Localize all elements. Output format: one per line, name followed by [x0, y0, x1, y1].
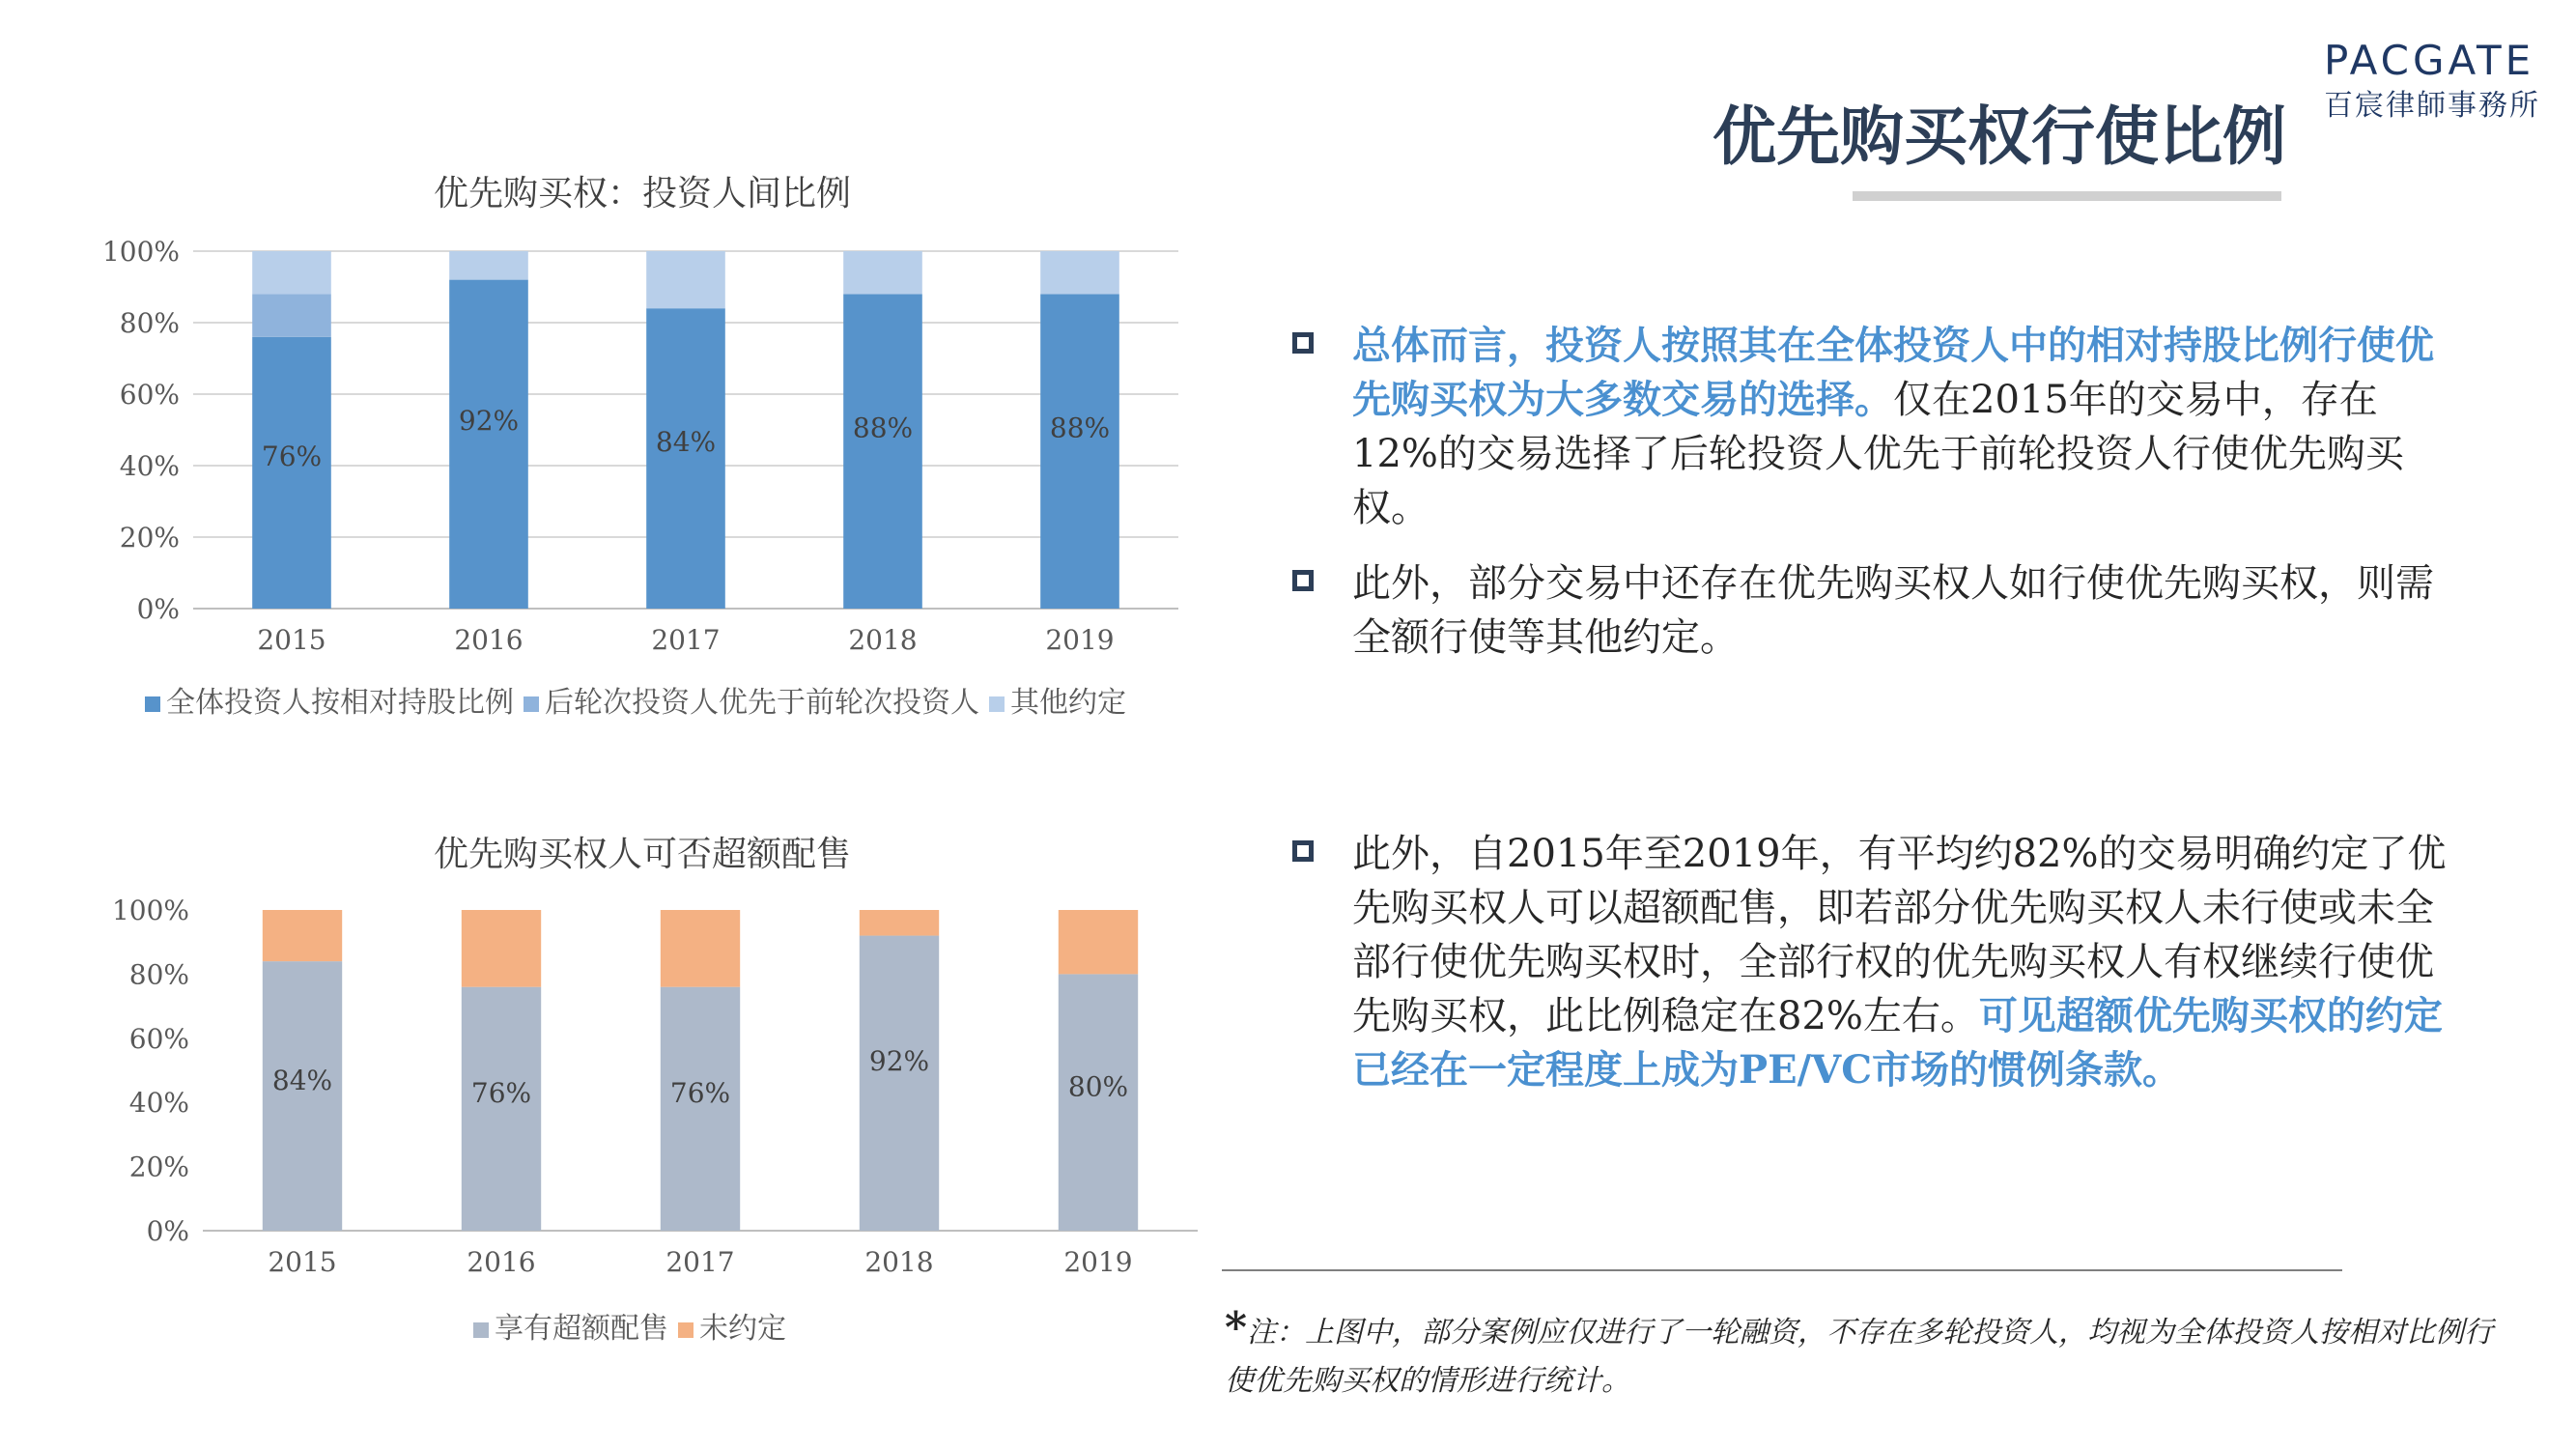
bar-segment	[1040, 294, 1119, 609]
page-title: 优先购买权行使比例	[1713, 99, 2286, 174]
y-tick-label: 100%	[111, 895, 189, 926]
bar-segment	[843, 251, 922, 294]
bar-segment	[252, 251, 331, 294]
x-tick-label: 2018	[864, 1246, 934, 1278]
y-tick-label: 60%	[128, 1022, 189, 1055]
bullet-1	[1292, 319, 2451, 535]
bar-segment	[1059, 910, 1138, 974]
bullet-3-text: 此外，自2015年至2019年，有平均约82%的交易明确约定了优先购买权人可以超额配售，即若部分优先购买权人未行使或未全部行使优先购买权时，全部行权的优先购买权人有权继续行使优先购买权，此比例稳定在82%左右。	[1352, 832, 2447, 1038]
legend-swatch	[678, 1322, 694, 1338]
footnote-text: 注：上图中，部分案例应仅进行了一轮融资，不存在多轮投资人，均视为全体投资人按相对比例行使优先购买权的情形进行统计。	[1225, 1316, 2494, 1398]
data-label: 88%	[1049, 412, 1111, 444]
legend-label: 其他约定	[1010, 686, 1126, 720]
chart1-title: 优先购买权：投资人间比例	[433, 174, 851, 213]
checkbox-square-icon	[1292, 570, 1314, 591]
y-tick-label: 40%	[119, 450, 180, 482]
x-tick-label: 2018	[848, 624, 918, 656]
footer-note	[1225, 1304, 2500, 1406]
y-tick-label: 80%	[119, 307, 180, 339]
legend-swatch	[145, 696, 160, 712]
data-label: 92%	[868, 1045, 930, 1077]
bar-segment	[462, 910, 541, 987]
y-tick-label: 40%	[128, 1087, 189, 1120]
bullet-3	[1292, 827, 2451, 1097]
bar-segment	[449, 251, 528, 280]
logo-subtitle: 百宸律師事務所	[2324, 89, 2540, 123]
x-tick-label: 2019	[1045, 624, 1115, 656]
checkbox-square-icon	[1292, 840, 1314, 862]
bar-segment	[263, 910, 342, 961]
legend-item	[989, 686, 1126, 720]
legend-item	[524, 686, 979, 720]
bar-segment	[661, 910, 740, 987]
x-tick-label: 2016	[454, 624, 524, 656]
bar-segment	[860, 910, 939, 936]
bullet-1-text: 仅在2015年的交易中，存在12%的交易选择了后轮投资人优先于前轮投资人行使优先购买权。	[1352, 378, 2404, 530]
footer-divider	[1222, 1269, 2342, 1271]
bar-segment	[252, 294, 331, 336]
bullet-3-highlight: 可见超额优先购买权的约定已经在一定程度上成为PE/VC市场的惯例条款。	[1352, 993, 2443, 1093]
bar-segment	[843, 294, 922, 609]
legend-swatch	[989, 696, 1005, 712]
x-tick-label: 2017	[665, 1246, 735, 1278]
title-underline	[1853, 191, 2281, 201]
bar-segment	[449, 280, 528, 609]
legend-item	[145, 686, 514, 720]
footnote-star: *	[1225, 1303, 1248, 1352]
legend-label: 全体投资人按相对持股比例	[166, 686, 514, 720]
x-tick-label: 2015	[268, 1246, 337, 1278]
y-tick-label: 60%	[119, 379, 180, 411]
y-tick-label: 20%	[128, 1151, 189, 1183]
data-label: 76%	[261, 440, 323, 472]
chart1-plot	[58, 222, 1198, 667]
chart1-legend	[145, 678, 1136, 721]
y-tick-label: 0%	[136, 593, 180, 625]
bar-segment	[646, 251, 725, 308]
bullet-2	[1292, 556, 2451, 665]
legend-label: 未约定	[699, 1312, 786, 1346]
data-label: 92%	[458, 405, 520, 437]
data-label: 88%	[852, 412, 914, 444]
legend-item	[473, 1312, 668, 1346]
bar-segment	[1040, 251, 1119, 294]
logo-text: PACGATE	[2324, 37, 2535, 84]
data-label: 80%	[1067, 1070, 1129, 1103]
checkbox-square-icon	[1292, 332, 1314, 354]
x-tick-label: 2015	[257, 624, 326, 656]
legend-item	[678, 1312, 786, 1346]
data-label: 76%	[669, 1077, 731, 1110]
chart2-legend	[473, 1304, 796, 1347]
y-tick-label: 100%	[101, 236, 180, 268]
legend-swatch	[473, 1322, 489, 1338]
bullet-1-highlight: 总体而言，投资人按照其在全体投资人中的相对持股比例行使优先购买权为大多数交易的选择。	[1352, 323, 2434, 422]
x-tick-label: 2017	[651, 624, 721, 656]
legend-swatch	[524, 696, 539, 712]
data-label: 84%	[655, 426, 717, 459]
bar-segment	[860, 936, 939, 1231]
data-label: 84%	[271, 1064, 333, 1096]
data-label: 76%	[470, 1077, 532, 1110]
x-tick-label: 2019	[1063, 1246, 1133, 1278]
bar-segment	[646, 308, 725, 609]
chart2-plot	[58, 889, 1198, 1294]
y-tick-label: 80%	[128, 958, 189, 991]
chart2-title: 优先购买权人可否超额配售	[433, 835, 851, 874]
legend-label: 享有超额配售	[495, 1312, 668, 1346]
legend-label: 后轮次投资人优先于前轮次投资人	[545, 686, 979, 720]
y-tick-label: 20%	[119, 522, 180, 554]
y-tick-label: 0%	[146, 1215, 189, 1247]
bullet-2-text: 此外，部分交易中还存在优先购买权人如行使优先购买权，则需全额行使等其他约定。	[1352, 561, 2434, 660]
x-tick-label: 2016	[467, 1246, 536, 1278]
bar-segment	[252, 337, 331, 609]
